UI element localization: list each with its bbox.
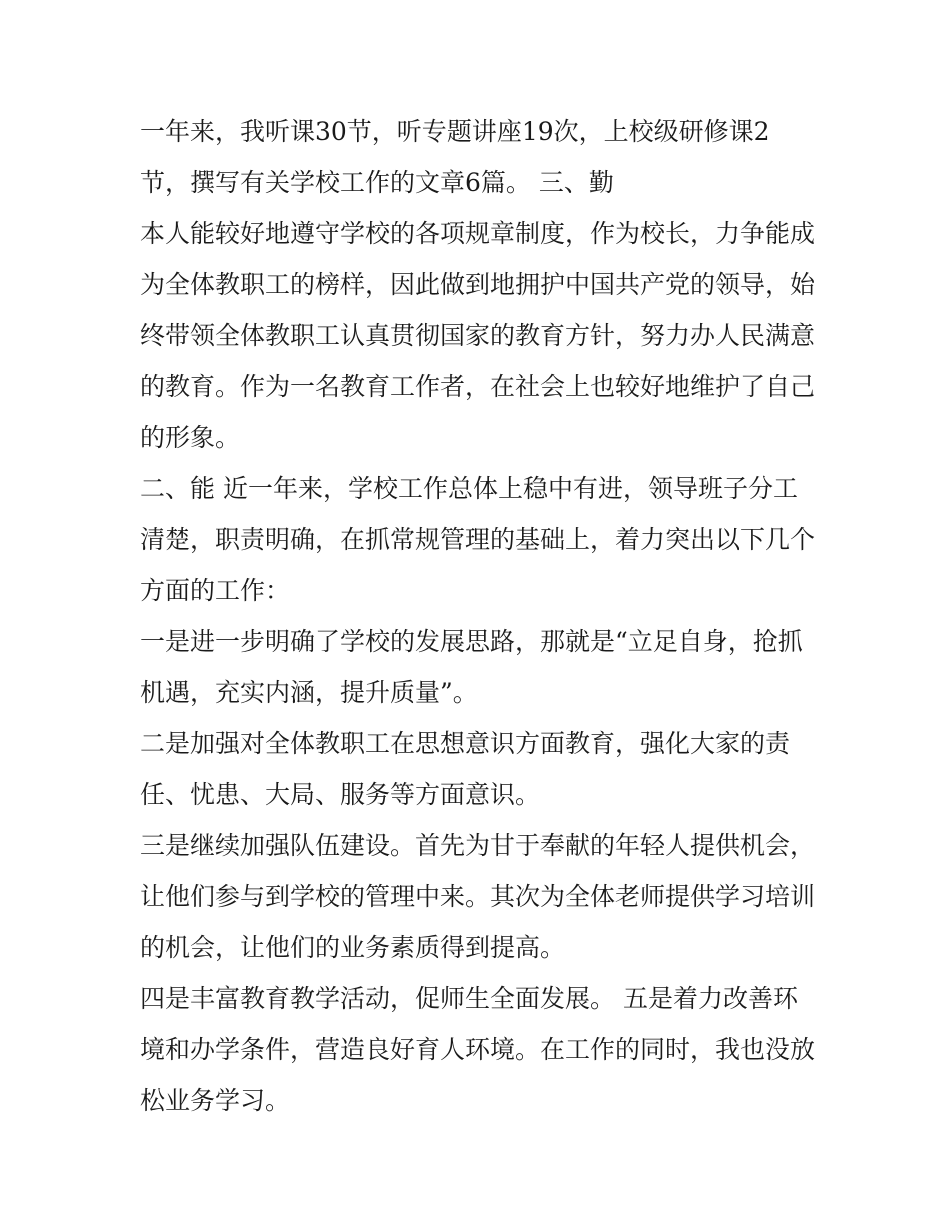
text-line: 二、能 近一年来，学校工作总体上稳中有进，领导班子分工 — [140, 474, 798, 503]
text-line: 方面的工作： — [140, 576, 291, 605]
text-line: 终带领全体教职工认真贯彻国家的教育方针，努力办人民满意 — [140, 321, 816, 350]
text-line: 的教育。作为一名教育工作者，在社会上也较好地维护了自己 — [140, 372, 816, 401]
text-line: 让他们参与到学校的管理中来。其次为全体老师提供学习培训 — [140, 882, 816, 911]
text-line: 任、忧患、大局、服务等方面意识。 — [140, 780, 541, 809]
text-line: 节，撰写有关学校工作的文章6篇。 三、勤 — [140, 168, 614, 197]
text-line: 二是加强对全体教职工在思想意识方面教育，强化大家的责 — [140, 729, 791, 758]
text-line: 一年来，我听课30节，听专题讲座19次，上校级研修课2 — [140, 117, 770, 146]
text-line: 机遇，充实内涵，提升质量”。 — [140, 678, 478, 707]
text-line: 境和办学条件，营造良好育人环境。在工作的同时，我也没放 — [140, 1035, 816, 1064]
text-line: 的形象。 — [140, 423, 241, 452]
text-line: 本人能较好地遵守学校的各项规章制度，作为校长，力争能成 — [140, 219, 816, 248]
text-line: 松业务学习。 — [140, 1086, 291, 1115]
text-line: 三是继续加强队伍建设。首先为甘于奉献的年轻人提供机会， — [140, 831, 816, 860]
text-line: 为全体教职工的榜样，因此做到地拥护中国共产党的领导，始 — [140, 270, 816, 299]
document-body — [140, 106, 820, 1126]
text-line: 清楚，职责明确，在抓常规管理的基础上，着力突出以下几个 — [140, 525, 816, 554]
text-line: 一是进一步明确了学校的发展思路，那就是“立足自身，抢抓 — [140, 627, 803, 656]
text-line: 的机会，让他们的业务素质得到提高。 — [140, 933, 566, 962]
text-line: 四是丰富教育教学活动，促师生全面发展。 五是着力改善环 — [140, 984, 798, 1013]
